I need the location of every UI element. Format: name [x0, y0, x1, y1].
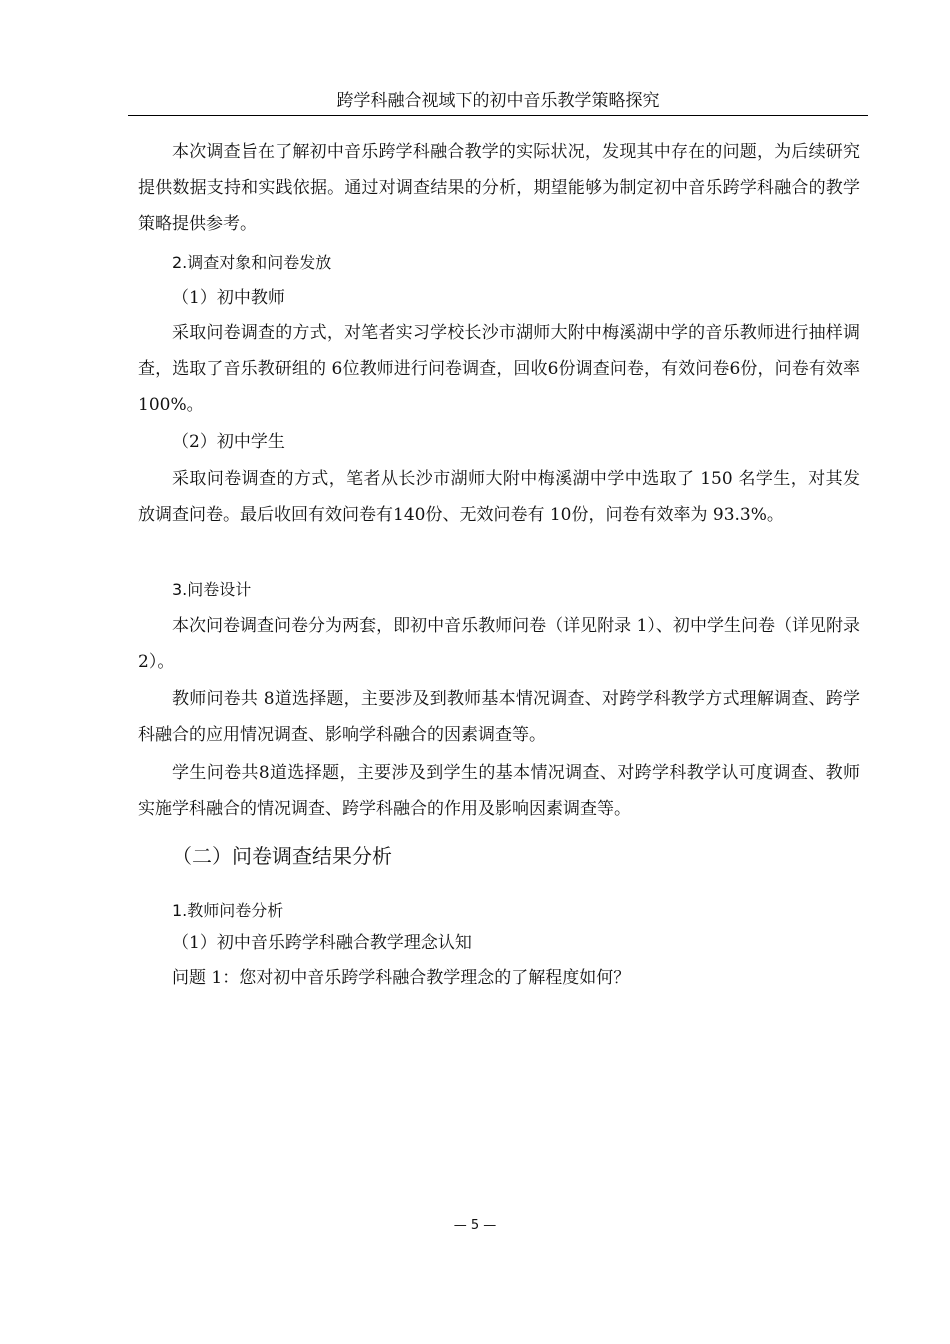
section-3-heading: 3.问卷设计 — [172, 580, 252, 599]
section-2-heading: 2.调查对象和问卷发放 — [172, 253, 332, 272]
teacher-subheading: （1）初中教师 — [172, 288, 285, 308]
intro-paragraph: 本次调查旨在了解初中音乐跨学科融合教学的实际状况，发现其中存在的问题，为后续研究提供数据支持和实践依据。通过对调查结果的分析，期望能够为制定初中音乐跨学科融合的教学策略提供参考。 — [138, 142, 860, 234]
part-2-heading: （二）问卷调查结果分析 — [172, 844, 392, 868]
running-header: 跨学科融合视域下的初中音乐教学策略探究 — [336, 91, 660, 111]
design-paragraph-2: 教师问卷共 8道选择题，主要涉及到教师基本情况调查、对跨学科教学方式理解调查、跨学科融合的应用情况调查、影响学科融合的因素调查等。 — [138, 689, 860, 745]
question-1: 问题 1：您对初中音乐跨学科融合教学理念的了解程度如何？ — [172, 968, 631, 988]
design-paragraph-3: 学生问卷共8道选择题，主要涉及到学生的基本情况调查、对跨学科教学认可度调查、教师实施学科融合的情况调查、跨学科融合的作用及影响因素调查等。 — [138, 763, 860, 819]
design-paragraph-1: 本次问卷调查问卷分为两套，即初中音乐教师问卷（详见附录 1）、初中学生问卷（详见附录 2）。 — [138, 616, 860, 672]
student-subheading: （2）初中学生 — [172, 432, 285, 452]
student-paragraph: 采取问卷调查的方式，笔者从长沙市湖师大附中梅溪湖中学中选取了 150 名学生，对其发放调查问卷。最后收回有效问卷有140份、无效问卷有 10份，问卷有效率为 93.3%。 — [138, 469, 860, 525]
header-rule — [128, 115, 868, 116]
analysis-1-subheading: （1）初中音乐跨学科融合教学理念认知 — [172, 933, 472, 953]
teacher-paragraph: 采取问卷调查的方式，对笔者实习学校长沙市湖师大附中梅溪湖中学的音乐教师进行抽样调查，选取了音乐教研组的 6位教师进行问卷调查，回收6份调查问卷，有效问卷6份，问卷有效率100%。 — [138, 323, 860, 415]
page-number: — 5 — — [453, 1218, 497, 1233]
analysis-1-heading: 1.教师问卷分析 — [172, 901, 284, 920]
